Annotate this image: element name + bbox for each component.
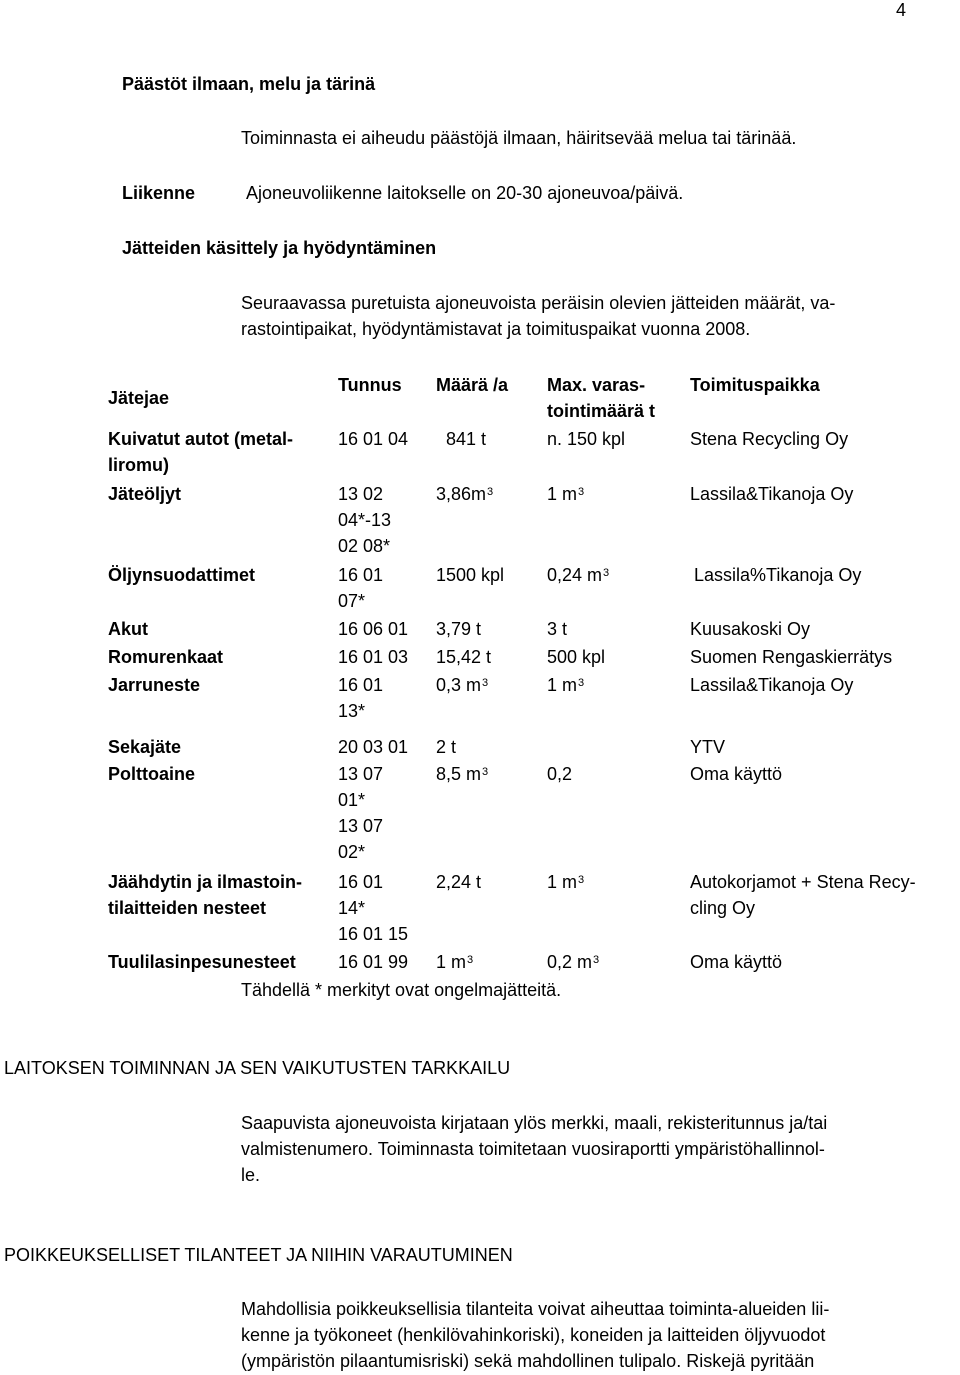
row-type: Kuivatut autot (metal- <box>108 429 294 449</box>
row-type: Romurenkaat <box>108 647 224 667</box>
row-place: Lassila%Tikanoja Oy <box>694 565 862 585</box>
row-place: Kuusakoski Oy <box>690 619 811 639</box>
exceptional-line3: (ympäristön pilaantumisriski) sekä mahdollinen tulipalo. Riskejä pyritään <box>241 1351 815 1371</box>
row-place: Autokorjamot + Stena Recy- <box>690 872 916 892</box>
monitoring-line1: Saapuvista ajoneuvoista kirjataan ylös merkki, maali, rekisteritunnus ja/tai <box>241 1113 828 1133</box>
row-max: 0,24 $m^3$ <box>547 565 610 585</box>
row-amount: $3,86m^3$ <box>436 484 494 504</box>
row-place: Oma käyttö <box>690 764 783 784</box>
row-type: Jäähdytin ja ilmastoin- <box>108 872 303 892</box>
emissions-text: Toiminnasta ei aiheudu päästöjä ilmaan, häiritsevää melua tai tärinää. <box>241 128 797 148</box>
monitoring-heading: LAITOKSEN TOIMINNAN JA SEN VAIKUTUSTEN TARKKAILU <box>4 1058 511 1078</box>
traffic-label: Liikenne <box>122 183 196 203</box>
row-amount: 2,24 t <box>436 872 482 892</box>
header-place: Toimituspaikka <box>690 375 820 395</box>
row-amount: 8,5 $m^3$ <box>436 764 489 784</box>
table-footnote: Tähdellä * merkityt ovat ongelmajätteitä. <box>241 980 562 1000</box>
row-code: 16 01 <box>338 872 384 892</box>
exceptional-heading: POIKKEUKSELLISET TILANTEET JA NIIHIN VARAUTUMINEN <box>4 1245 513 1265</box>
waste-text-line1: Seuraavassa puretuista ajoneuvoista peräisin olevien jätteiden määrät, va- <box>241 293 836 313</box>
page-number: 4 <box>896 0 907 20</box>
row-type: liromu) <box>108 455 169 475</box>
row-place: Oma käyttö <box>690 952 783 972</box>
row-code: 02 08* <box>338 536 391 556</box>
row-amount: 1 $m^3$ <box>436 952 474 972</box>
row-code: 16 06 01 <box>338 619 409 639</box>
row-code: 07* <box>338 591 366 611</box>
row-code: 13 07 <box>338 816 384 836</box>
row-place: Lassila&Tikanoja Oy <box>690 675 854 695</box>
header-type: Jätejae <box>108 388 170 408</box>
exceptional-line1: Mahdollisia poikkeuksellisia tilanteita voivat aiheuttaa toiminta-alueiden lii- <box>241 1299 830 1319</box>
row-place: Suomen Rengaskierrätys <box>690 647 893 667</box>
row-max: 1 $m^3$ <box>547 872 585 892</box>
row-type: Tuulilasinpesunesteet <box>108 952 296 972</box>
row-amount: 841 t <box>446 429 487 449</box>
row-type: Sekajäte <box>108 737 182 757</box>
row-place: cling Oy <box>690 898 756 918</box>
header-max-line1: Max. varas- <box>547 375 646 395</box>
row-code: 20 03 01 <box>338 737 409 757</box>
row-code: 16 01 04 <box>338 429 409 449</box>
header-code: Tunnus <box>338 375 402 395</box>
row-type: Akut <box>108 619 148 639</box>
row-code: 16 01 15 <box>338 924 409 944</box>
row-max: 500 kpl <box>547 647 606 667</box>
row-max: 0,2 $m^3$ <box>547 952 600 972</box>
monitoring-line3: le. <box>241 1165 261 1185</box>
row-code: 04*-13 <box>338 510 392 530</box>
header-amount: Määrä /a <box>436 375 509 395</box>
row-amount: 2 t <box>436 737 457 757</box>
traffic-text: Ajoneuvoliikenne laitokselle on 20-30 ajoneuvoa/päivä. <box>246 183 684 203</box>
waste-text-line2: rastointipaikat, hyödyntämistavat ja toimituspaikat vuonna 2008. <box>241 319 751 339</box>
row-code: 13 02 <box>338 484 384 504</box>
waste-heading: Jätteiden käsittely ja hyödyntäminen <box>122 238 437 258</box>
row-code: 02* <box>338 842 366 862</box>
row-amount: 15,42 t <box>436 647 492 667</box>
row-type: Jarruneste <box>108 675 201 695</box>
row-amount: 1500 kpl <box>436 565 505 585</box>
emissions-heading: Päästöt ilmaan, melu ja tärinä <box>122 74 376 94</box>
monitoring-line2: valmistenumero. Toiminnasta toimitetaan vuosiraportti ympäristöhallinnol- <box>241 1139 825 1159</box>
row-amount: 3,79 t <box>436 619 482 639</box>
row-max: 1 $m^3$ <box>547 484 585 504</box>
row-max: 1 $m^3$ <box>547 675 585 695</box>
row-code: 16 01 <box>338 675 384 695</box>
row-max: 3 t <box>547 619 568 639</box>
row-place: YTV <box>690 737 726 757</box>
row-code: 16 01 <box>338 565 384 585</box>
row-code: 01* <box>338 790 366 810</box>
row-type: Polttoaine <box>108 764 196 784</box>
row-max: n. 150 kpl <box>547 429 626 449</box>
row-code: 13 07 <box>338 764 384 784</box>
row-place: Lassila&Tikanoja Oy <box>690 484 854 504</box>
row-code: 16 01 03 <box>338 647 409 667</box>
header-max-line2: tointimäärä t <box>547 401 656 421</box>
row-code: 14* <box>338 898 366 918</box>
exceptional-line2: kenne ja työkoneet (henkilövahinkoriski), koneiden ja laitteiden öljyvuodot <box>241 1325 826 1345</box>
row-code: 13* <box>338 701 366 721</box>
row-type: tilaitteiden nesteet <box>108 898 267 918</box>
row-code: 16 01 99 <box>338 952 409 972</box>
row-max: 0,2 <box>547 764 573 784</box>
row-type: Öljynsuodattimet <box>108 565 256 585</box>
row-type: Jäteöljyt <box>108 484 182 504</box>
row-amount: 0,3 $m^3$ <box>436 675 489 695</box>
row-place: Stena Recycling Oy <box>690 429 849 449</box>
